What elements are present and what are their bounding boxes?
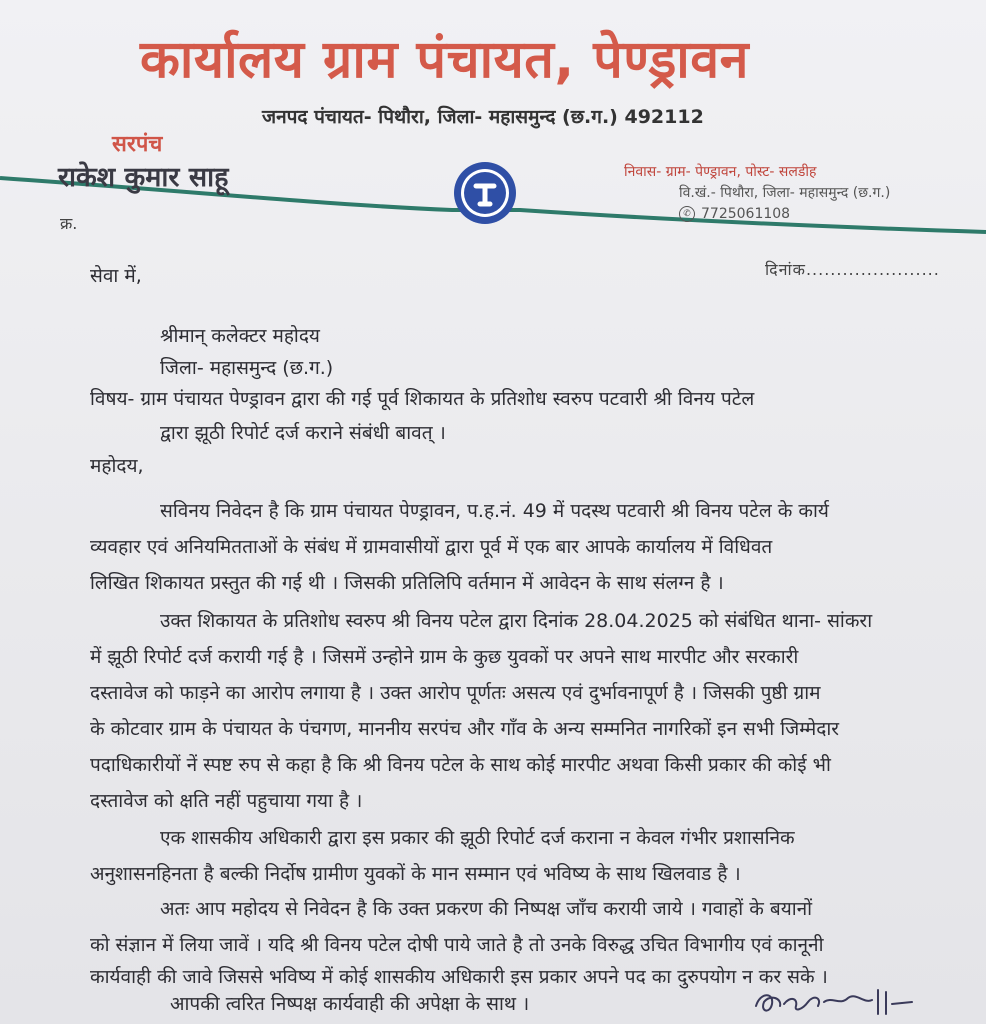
body-p1-line2: व्यवहार एवं अनियमितताओं के संबंध में ग्रामवासीयों द्वारा पूर्व में एक बार आपके कार्यालय में विधिवत bbox=[90, 536, 773, 558]
office-subtitle: जनपद पंचायत- पिथौरा, जिला- महासमुन्द (छ.ग.) 492112 bbox=[262, 106, 704, 128]
closing-line: आपकी त्वरित निष्पक्ष कार्यवाही की अपेक्षा के साथ । bbox=[170, 993, 530, 1015]
body-p2-line3: दस्तावेज को फाड़ने का आरोप लगाया है । उक्त आरोप पूर्णतः असत्य एवं दुर्भावनापूर्ण है । जिसकी पुष्ठी ग्राम bbox=[90, 682, 821, 704]
body-p2-line5: पदाधिकारीयों नें स्पष्ट रुप से कहा है कि श्री विनय पटेल के साथ कोई मारपीट अथवा किसी प्रकार की कोई भी bbox=[90, 754, 831, 776]
body-p4-line2: को संज्ञान में लिया जावें । यदि श्री विनय पटेल दोषी पाये जाते है तो उनके विरुद्ध उचित विभागीय एवं कानूनी bbox=[90, 934, 824, 956]
body-p2-line6: दस्तावेज को क्षति नहीं पहुचाया गया है । bbox=[90, 790, 363, 812]
address-line2: वि.खं.- पिथौरा, जिला- महासमुन्द (छ.ग.) bbox=[679, 185, 891, 201]
signature-mark bbox=[752, 984, 917, 1020]
body-p1-line1: सविनय निवेदन है कि ग्राम पंचायत पेण्ड्रावन, प.ह.नं. 49 में पदस्थ पटवारी श्री विनय पटेल के कार्य bbox=[160, 500, 829, 522]
body-p3-line1: एक शासकीय अधिकारी द्वारा इस प्रकार की झूठी रिपोर्ट दर्ज कराना न केवल गंभीर प्रशासनिक bbox=[160, 827, 795, 849]
body-p4-line3: कार्यवाही की जावे जिससे भविष्य में कोई शासकीय अधिकारी इस प्रकार अपने पद का दुरुपयोग न कर सके । bbox=[90, 966, 828, 988]
office-title: कार्यालय ग्राम पंचायत, पेण्ड्रावन bbox=[140, 30, 750, 90]
body-p2-line1: उक्त शिकायत के प्रतिशोध स्वरुप श्री विनय पटेल द्वारा दिनांक 28.04.2025 को संबंधित थाना- सांकरा bbox=[160, 610, 873, 632]
date-label: दिनांक...................... bbox=[765, 260, 940, 279]
sarpanch-name: राकेश कुमार साहू bbox=[58, 162, 229, 193]
sarpanch-role: सरपंच bbox=[112, 132, 163, 157]
phone-icon: ✆ bbox=[679, 206, 695, 222]
residence-address bbox=[624, 162, 890, 225]
subject-line1: विषय- ग्राम पंचायत पेण्ड्रावन द्वारा की गई पूर्व शिकायत के प्रतिशोध स्वरुप पटवारी श्री विनय पटेल bbox=[90, 388, 755, 410]
body-p3-line2: अनुशासनहिनता है बल्की निर्दोष ग्रामीण युवकों के मान सम्मान एवं भविष्य के साथ खिलवाड है । bbox=[90, 863, 741, 885]
greeting: महोदय, bbox=[90, 455, 144, 477]
subject-line2: द्वारा झूठी रिपोर्ट दर्ज कराने संबंधी बावत् । bbox=[160, 422, 446, 444]
body-p2-line2: में झूठी रिपोर्ट दर्ज करायी गई है । जिसमें उन्होने ग्राम के कुछ युवकों पर अपने साथ मारपीट और सरकारी bbox=[90, 646, 799, 668]
reference-label: क्र. bbox=[60, 214, 78, 233]
body-p1-line3: लिखित शिकायत प्रस्तुत की गई थी । जिसकी प्रतिलिपि वर्तमान में आवेदन के साथ संलग्न है । bbox=[90, 572, 724, 594]
recipient-line2: जिला- महासमुन्द (छ.ग.) bbox=[160, 357, 334, 379]
panchayat-logo-icon bbox=[452, 160, 518, 226]
recipient-line1: श्रीमान् कलेक्टर महोदय bbox=[160, 325, 320, 347]
body-p2-line4: के कोटवार ग्राम के पंचायत के पंचगण, माननीय सरपंच और गाँव के अन्य सम्मनित नागरिकों इन सभी जिम्मेदार bbox=[90, 718, 840, 740]
salutation-to: सेवा में, bbox=[90, 265, 142, 287]
body-p4-line1: अतः आप महोदय से निवेदन है कि उक्त प्रकरण की निष्पक्ष जाँच करायी जाये । गवाहों के बयानों bbox=[160, 898, 813, 920]
phone-number: 7725061108 bbox=[701, 206, 791, 222]
address-line1: ग्राम- पेण्ड्रावन, पोस्ट- सलडीह bbox=[665, 164, 817, 180]
address-label: निवास- bbox=[624, 164, 662, 180]
